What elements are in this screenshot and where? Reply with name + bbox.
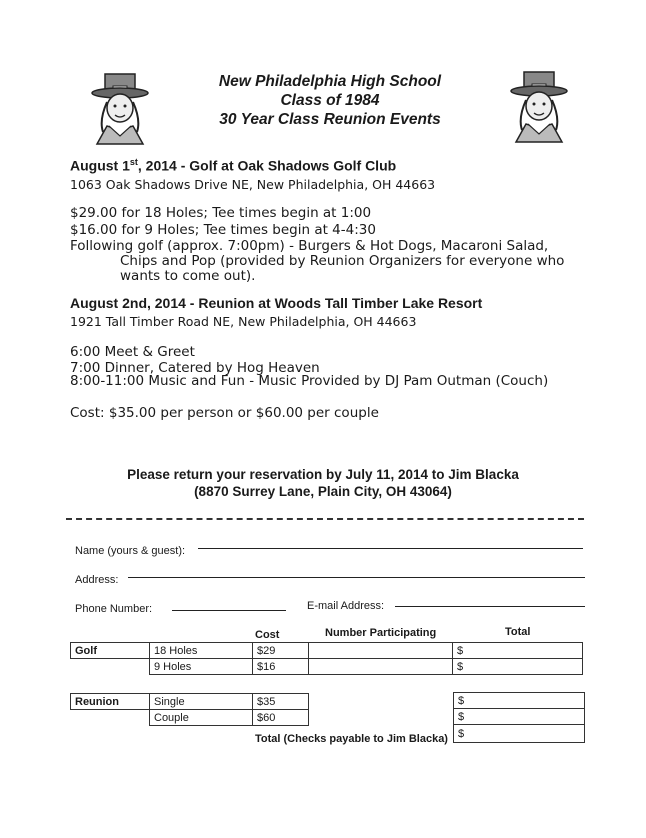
column-total: Total — [505, 626, 531, 638]
grand-total-label: Total (Checks payable to Jim Blacka) — [255, 733, 448, 745]
golf-total-18-field[interactable]: $ — [453, 643, 583, 659]
reunion-cost-single: $35 — [253, 694, 309, 710]
golf-date: August 1 — [70, 157, 130, 174]
return-deadline: Please return your reservation by July 11, 2014 to Jim Blacka — [127, 467, 519, 482]
table-row — [454, 709, 585, 725]
golf-price-9: $16.00 for 9 Holes; Tee times begin at 4-4:30 — [70, 222, 376, 238]
reunion-option-couple: Couple — [150, 710, 253, 726]
column-cost: Cost — [255, 629, 280, 641]
school-name: New Philadelphia High School — [218, 73, 442, 90]
email-field[interactable] — [395, 606, 585, 607]
return-address: (8870 Surrey Lane, Plain City, OH 43064) — [194, 484, 452, 499]
email-label: E-mail Address: — [307, 600, 385, 612]
grand-total-field[interactable]: $ — [454, 725, 585, 743]
reunion-option-single: Single — [150, 694, 253, 710]
golf-number-9-field[interactable] — [309, 659, 453, 675]
table-row — [71, 694, 309, 710]
golf-label: Golf — [71, 643, 150, 659]
reunion-address: 1921 Tall Timber Road NE, New Philadelphia, OH 44663 — [70, 314, 417, 329]
reunion-cost-couple: $60 — [253, 710, 309, 726]
address-field[interactable] — [128, 577, 585, 578]
golf-following-1: Following golf (approx. 7:00pm) - Burgers & Hot Dogs, Macaroni Salad, — [70, 238, 549, 254]
golf-price-18: $29.00 for 18 Holes; Tee times begin at 1:00 — [70, 205, 372, 221]
column-number-participating: Number Participating — [325, 627, 437, 639]
table-row — [454, 725, 585, 743]
reunion-totals — [453, 692, 585, 743]
pilgrim-mascot-icon — [89, 70, 153, 146]
golf-event-title: , 2014 - Golf at Oak Shadows Golf Club — [137, 157, 397, 174]
golf-table — [70, 642, 583, 675]
golf-following-3: wants to come out). — [120, 268, 256, 284]
reunion-cost: Cost: $35.00 per person or $60.00 per couple — [70, 405, 379, 421]
reunion-label: Reunion — [71, 694, 150, 710]
table-row — [71, 643, 583, 659]
table-row — [454, 693, 585, 709]
cut-line — [66, 518, 584, 520]
golf-option-9: 9 Holes — [150, 659, 253, 675]
schedule-dinner: 7:00 Dinner, Catered by Hog Heaven — [70, 360, 320, 376]
schedule-music: 8:00-11:00 Music and Fun - Music Provided by DJ Pam Outman (Couch) — [70, 373, 549, 389]
reunion-event-heading: August 2nd, 2014 - Reunion at Woods Tall Timber Lake Resort — [70, 295, 483, 311]
reunion-total-single-field[interactable]: $ — [454, 693, 585, 709]
table-row — [71, 659, 583, 675]
phone-field[interactable] — [172, 610, 286, 611]
schedule-greet: 6:00 Meet & Greet — [70, 344, 195, 360]
reunion-total-couple-field[interactable]: $ — [454, 709, 585, 725]
event-title: 30 Year Class Reunion Events — [219, 111, 441, 128]
class-year: Class of 1984 — [280, 92, 380, 109]
golf-cost-9: $16 — [253, 659, 309, 675]
pilgrim-mascot-icon — [506, 68, 570, 144]
reunion-table — [70, 693, 309, 726]
name-field[interactable] — [198, 548, 583, 549]
name-label: Name (yours & guest): — [75, 545, 186, 557]
golf-cost-18: $29 — [253, 643, 309, 659]
phone-label: Phone Number: — [75, 603, 153, 615]
table-row — [71, 710, 309, 726]
golf-following-2: Chips and Pop (provided by Reunion Organizers for everyone who — [120, 253, 565, 269]
golf-date-suffix: st — [129, 157, 138, 167]
golf-number-18-field[interactable] — [309, 643, 453, 659]
golf-event-heading — [70, 157, 396, 174]
golf-address: 1063 Oak Shadows Drive NE, New Philadelphia, OH 44663 — [70, 177, 436, 192]
golf-option-18: 18 Holes — [150, 643, 253, 659]
golf-total-9-field[interactable]: $ — [453, 659, 583, 675]
address-label: Address: — [75, 574, 119, 586]
